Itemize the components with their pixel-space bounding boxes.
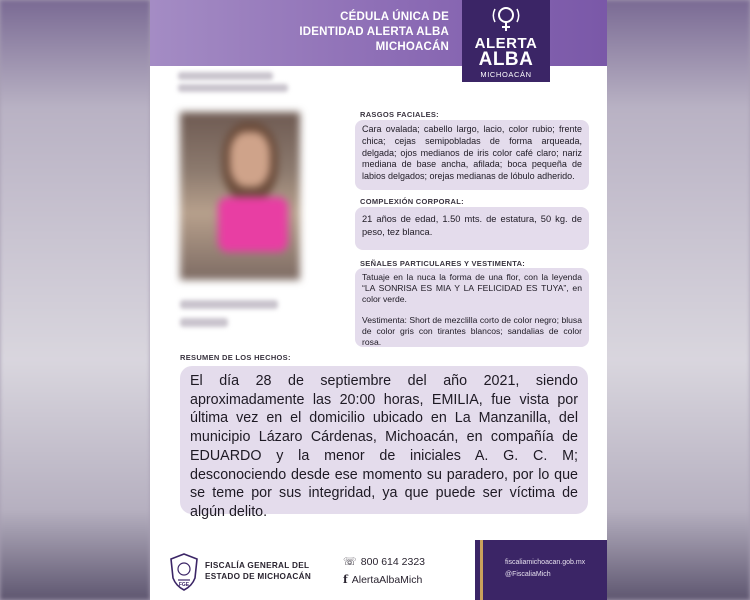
fge-shield-emblem-icon [168, 552, 200, 592]
fge-name [205, 560, 311, 582]
senas-text-1: Tatuaje en la nuca la forma de una flor, con la leyenda “LA SONRISA ES MIA Y LA FELICIDAD ES TUYA”, en color verde. [362, 272, 582, 304]
facebook-icon: f [343, 573, 348, 586]
female-symbol-alert-icon [462, 4, 550, 32]
gold-accent-bar [480, 540, 483, 600]
header-title [209, 10, 449, 55]
phone-icon: ☏ [343, 556, 357, 568]
box-resumen [180, 366, 588, 520]
label-complexion: COMPLEXIÓN CORPORAL: [360, 197, 464, 206]
social-handle[interactable]: @FiscaliaMich [505, 571, 551, 578]
rasgos-text: Cara ovalada; cabello largo, lacio, color rubio; frente chica; cejas semipobladas de forma arqueada, delgada; ojos medianos de iris color café claro; nariz mediana de base ancha, afilada; boca pequeña de labios delgados; orejas medianas de lóbulo adherido. [362, 124, 582, 182]
website-link[interactable]: fiscaliamichoacan.gob.mx [505, 559, 586, 566]
box-senas [355, 268, 589, 347]
blurred-name [180, 300, 278, 309]
alert-sheet [150, 0, 607, 600]
blurred-name [180, 318, 228, 327]
blurred-text [178, 84, 288, 92]
background-right [600, 0, 750, 600]
label-rasgos: RASGOS FACIALES: [360, 110, 439, 119]
label-resumen: RESUMEN DE LOS HECHOS: [180, 353, 291, 362]
resumen-text: El día 28 de septiembre del año 2021, siendo aproximadamente las 20:00 horas, EMILIA, fue vista por última vez en el domicilio ubicado en La Manzanilla, del municipio Lázaro Cárdenas, Michoacán, en compañía de EDUARDO y la menor de iniciales A. G. C. M; desconociendo desde ese momento su paradero, por lo que se teme por sus integridad, ya que puede ser víctima de algún delito. [190, 373, 578, 520]
label-senas: SEÑALES PARTICULARES Y VESTIMENTA: [360, 259, 526, 268]
senas-text-2: Vestimenta: Short de mezclilla corto de color negro; blusa de color gris con tirantes blancos; sandalias de color rosa. [362, 315, 582, 347]
alerta-alba-logo [462, 0, 550, 82]
blurred-text [178, 72, 273, 80]
facebook-contact[interactable] [343, 573, 422, 586]
box-complexion [355, 207, 589, 250]
fge-name-line: ESTADO DE MICHOACÁN [205, 572, 312, 581]
phone-contact[interactable] [343, 555, 425, 568]
logo-text-alba: ALBA [478, 49, 534, 70]
missing-person-photo [180, 112, 300, 280]
footer-web-panel [475, 540, 607, 600]
footer [150, 540, 607, 600]
facebook-handle: AlertaAlbaMich [351, 573, 423, 586]
svg-text:FGE: FGE [178, 582, 190, 588]
box-rasgos [355, 120, 589, 190]
background-left [0, 0, 150, 600]
header-title-line: CÉDULA ÚNICA DE [340, 11, 449, 23]
logo-text-alerta: ALERTA [474, 35, 538, 52]
complexion-text: 21 años de edad, 1.50 mts. de estatura, 50 kg. de peso, tez blanca. [362, 214, 582, 237]
phone-number: 800 614 2323 [360, 555, 425, 568]
logo-text-michoacan: MICHOACÁN [480, 70, 532, 79]
fge-name-line: FISCALÍA GENERAL DEL [205, 561, 310, 570]
header-title-line: MICHOACÁN [375, 41, 449, 53]
header-title-line: IDENTIDAD ALERTA ALBA [299, 26, 449, 38]
